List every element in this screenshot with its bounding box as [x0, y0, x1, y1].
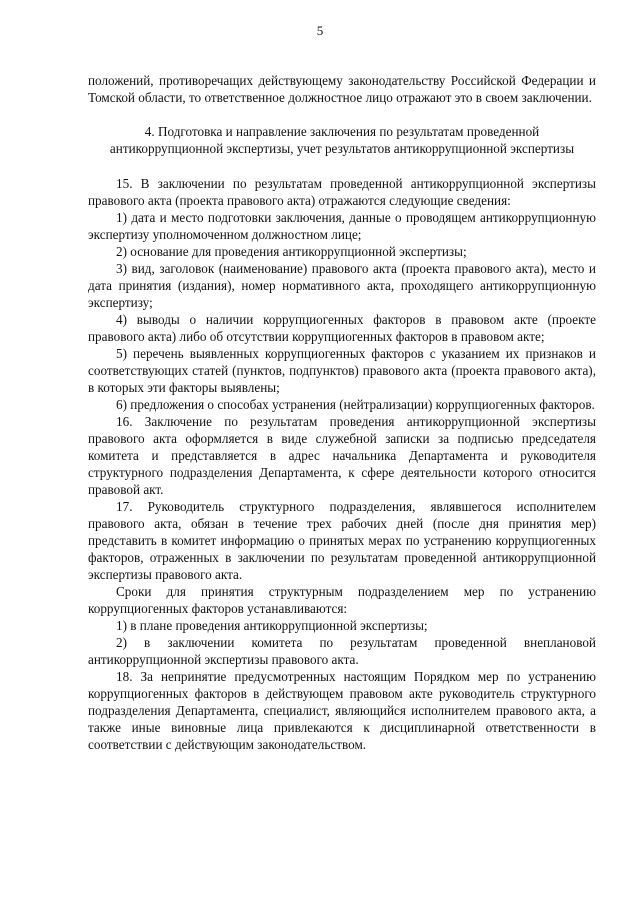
section-heading: 4. Подготовка и направление заключения по результатам проведенной антикоррупционной экспертизы, учет результатов антикоррупционной экспертизы — [109, 124, 575, 156]
paragraph-item-16: 16. Заключение по результатам проведения антикоррупционной экспертизы правового акта оформляется в виде служебной записки за подписью председателя комитета и представляется в адрес начальника Департамента и руководителя структурного подразделения Департамента, к сфере деятельности которого относится правовой акт. — [88, 414, 596, 497]
paragraph-subitem-1: 1) дата и место подготовки заключения, данные о проводящем антикоррупционную экспертизу уполномоченном должностном лице; — [88, 210, 596, 242]
paragraph-deadline-1: 1) в плане проведения антикоррупционной экспертизы; — [116, 618, 428, 633]
paragraph-deadlines: Сроки для принятия структурным подразделением мер по устранению коррупциогенных факторов устанавливаются: — [88, 584, 596, 616]
page-number: 5 — [316, 23, 324, 38]
paragraph-subitem-5: 5) перечень выявленных коррупциогенных факторов с указанием их признаков и соответствующих статей (пунктов, подпунктов) правового акта (проекта правового акта), в которых эти факторы выявлены; — [88, 346, 596, 395]
paragraph-item-15: 15. В заключении по результатам проведенной антикоррупционной экспертизы правового акта (проекта правового акта) отражаются следующие сведения: — [88, 176, 596, 208]
document-body — [88, 72, 596, 753]
paragraph-deadline-2: 2) в заключении комитета по результатам проведенной внеплановой антикоррупционной экспертизы правового акта. — [88, 635, 596, 667]
paragraph-continuation: положений, противоречащих действующему законодательству Российской Федерации и Томской области, то ответственное должностное лицо отражают это в своем заключении. — [88, 73, 596, 105]
paragraph-subitem-4: 4) выводы о наличии коррупциогенных факторов в правовом акте (проекте правового акта) либо об отсутствии коррупциогенных факторов в правовом акте; — [88, 312, 596, 344]
paragraph-subitem-2: 2) основание для проведения антикоррупционной экспертизы; — [116, 244, 467, 259]
paragraph-subitem-3: 3) вид, заголовок (наименование) правового акта (проекта правового акта), место и дата принятия (издания), номер нормативного акта, проходящего антикоррупционную экспертизу; — [88, 261, 596, 310]
paragraph-item-17: 17. Руководитель структурного подразделения, являвшегося исполнителем правового акта, обязан в течение трех рабочих дней (после дня принятия мер) представить в комитет информацию о принятых мерах по устранению коррупциогенных факторов, отраженных в заключении по результатам проведенной антикоррупционной экспертизы правового акта. — [88, 499, 596, 582]
paragraph-subitem-6: 6) предложения о способах устранения (нейтрализации) коррупциогенных факторов. — [116, 397, 595, 412]
paragraph-item-18: 18. За непринятие предусмотренных настоящим Порядком мер по устранению коррупциогенных факторов в действующем правовом акте руководитель структурного подразделения Департамента, специалист, являющийся исполнителем правового акта, а также иные виновные лица привлекаются к дисциплинарной ответственности в соответствии с действующим законодательством. — [88, 669, 596, 752]
